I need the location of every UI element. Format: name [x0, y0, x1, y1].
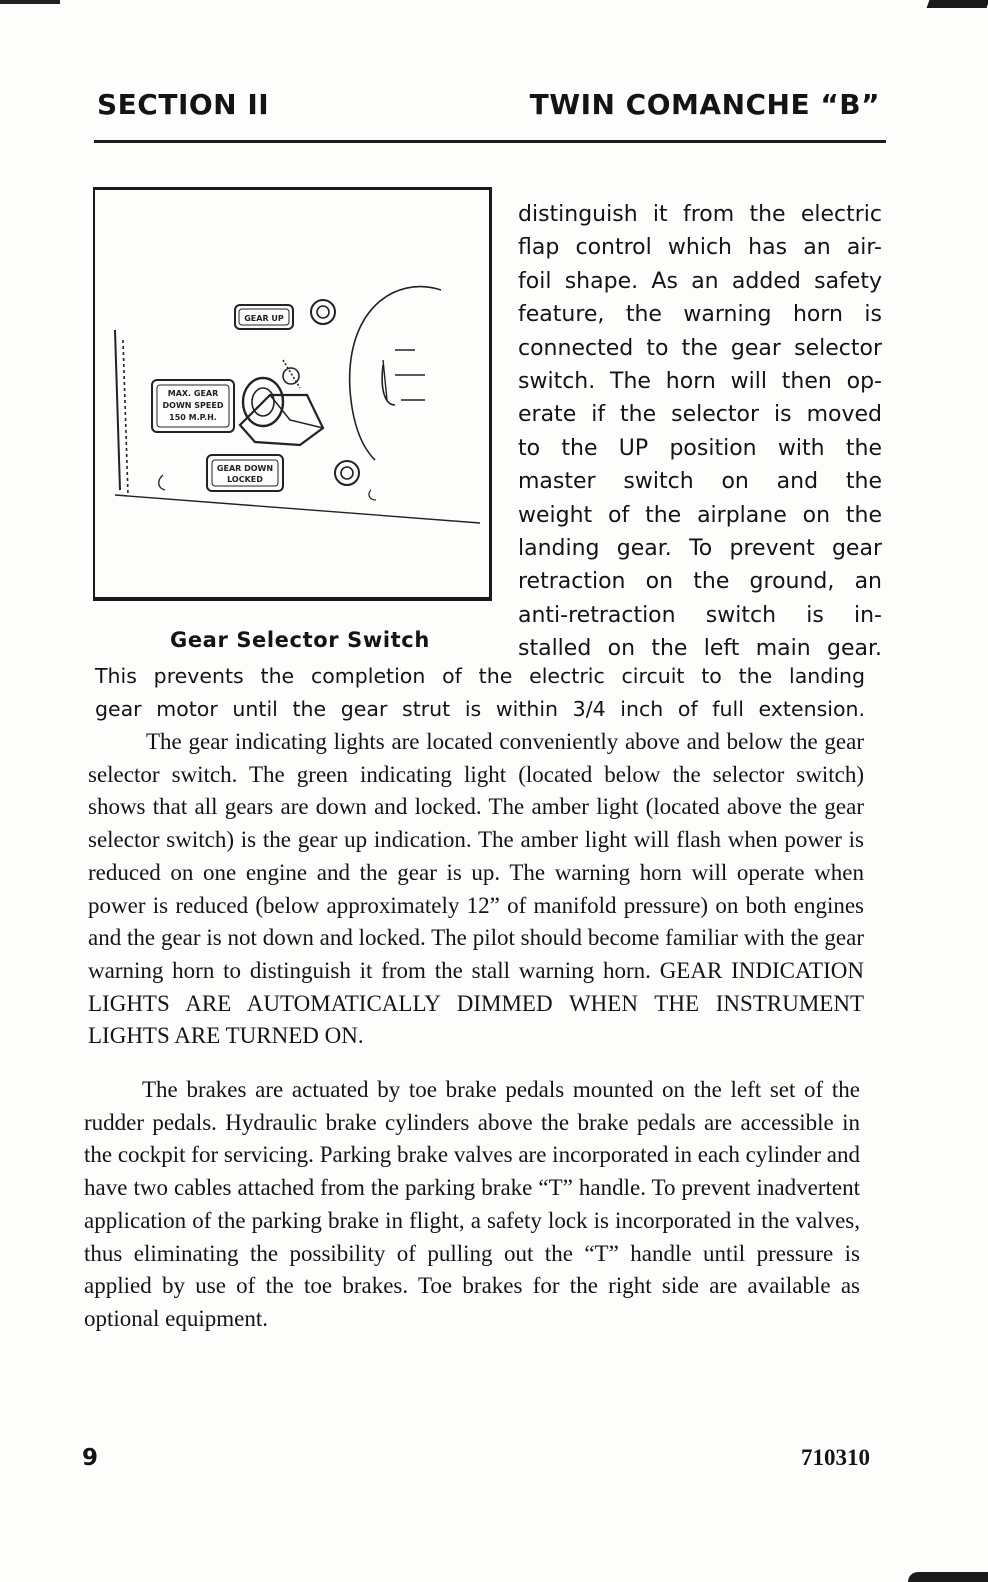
aircraft-model-title: TWIN COMANCHE “B” [529, 88, 880, 121]
text-line: to the UP position with the [518, 435, 882, 461]
page-number: 9 [82, 1445, 99, 1471]
section-title: SECTION II [97, 88, 270, 121]
scan-edge-mark [927, 0, 988, 8]
text-line: landing gear. To prevent gear [518, 536, 882, 562]
gear-up-placard-label: GEAR UP [244, 314, 284, 323]
text-line: switch. The horn will then op- [518, 369, 882, 395]
text-line: master switch on and the [518, 469, 882, 495]
document-code: 710310 [801, 1445, 870, 1470]
header-rule [94, 140, 886, 143]
paragraph-text: The gear indicating lights are located conveniently above and below the gear selector switch. The green indicating light (located below the selector switch) shows that all gears are down and locked. The amber light (located above the gear selector switch) is the gear up indication. The amber light will flash when power is reduced on one engine and the gear is up. The warning horn will operate when power is reduced (below approximately 12” of manifold pressure) on both engines and the gear is not down and locked. The pilot should become familiar with the gear warning horn to distinguish it from the stall warning horn. GEAR INDICATION LIGHTS ARE AUTOMATICALLY DIMMED WHEN THE INSTRUMENT LIGHTS ARE TURNED ON. [88, 729, 864, 1049]
max-gear-placard-line2: DOWN SPEED [162, 401, 224, 410]
text-line: feature, the warning horn is [518, 302, 882, 328]
continuation-text [95, 660, 865, 726]
text-line: erate if the selector is moved [518, 402, 882, 428]
text-line: gear motor until the gear strut is within 3/4 inch of full extension. [95, 697, 865, 721]
text-line: distinguish it from the electric [518, 202, 882, 227]
scan-edge-mark [0, 0, 60, 4]
gear-selector-figure [93, 187, 492, 601]
max-gear-placard-line1: MAX. GEAR [167, 389, 219, 398]
text-line: This prevents the completion of the electric circuit to the landing [95, 664, 865, 688]
text-line: retraction on the ground, an [518, 569, 882, 595]
right-column-text [518, 198, 882, 666]
scan-edge-mark [908, 1572, 988, 1582]
figure-caption: Gear Selector Switch [170, 628, 430, 652]
text-line: weight of the airplane on the [518, 502, 882, 528]
text-line: stalled on the left main gear. [518, 636, 882, 662]
paragraph-text: The brakes are actuated by toe brake pedals mounted on the left set of the rudder pedals. Hydraulic brake cylinders above the brake pedals are accessible in the cockpit for servicing. Parking brake valves are incorporated in each cylinder and have two cables attached from the parking brake “T” handle. To prevent inadvertent application of the parking brake in flight, a safety lock is incorporated in the valves, thus eliminating the possibility of pulling out the “T” handle until pressure is applied by use of the toe brakes. Toe brakes for the right side are available as optional equipment. [84, 1077, 860, 1331]
max-gear-placard-line3: 150 M.P.H. [169, 413, 217, 422]
text-line: foil shape. As an added safety [518, 268, 882, 294]
text-line: anti-retraction switch is in- [518, 602, 882, 628]
gear-down-placard-line1: GEAR DOWN [216, 464, 274, 473]
gear-down-placard-line2: LOCKED [227, 475, 263, 484]
gear-lights-paragraph [88, 726, 864, 1053]
brakes-paragraph [84, 1074, 860, 1336]
text-line: connected to the gear selector [518, 335, 882, 361]
gear-selector-illustration [95, 190, 491, 598]
text-line: flap control which has an air- [518, 235, 882, 261]
